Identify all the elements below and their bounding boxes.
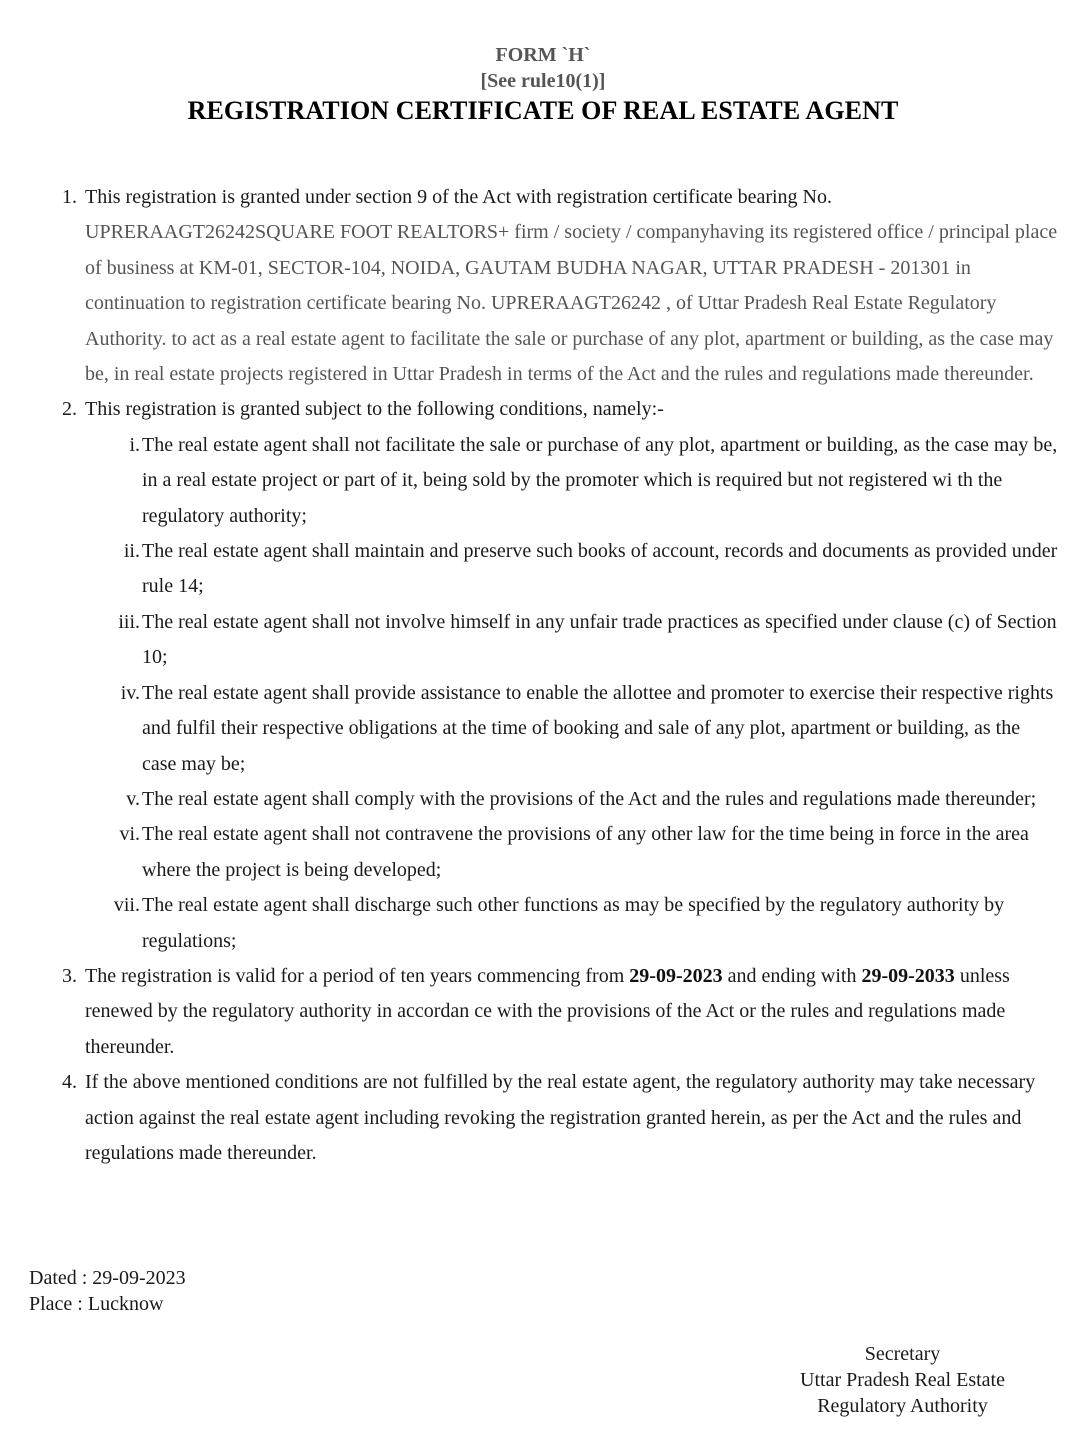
place-line: Place : Lucknow: [29, 1293, 164, 1315]
signatory-title: Secretary: [864, 1343, 941, 1365]
clause-2: [0, 392, 1076, 427]
validity-start-date: 29-09-2023: [629, 964, 723, 987]
clause-4-text: If the above mentioned conditions are not fulfilled by the real estate agent, the regulatory authority may take necessary action against the real estate agent including revoking the registration granted herein, as per the Act and the rules and regulations made thereunder.: [85, 1071, 1036, 1164]
clause-4: [0, 1065, 1076, 1171]
condition-text: The real estate agent shall comply with the provisions of the Act and the rules and regulations made thereunder;: [142, 787, 1037, 810]
clause-3-text-after: unless renewed by the regulatory authority in accordan ce with the provisions of the Act or the rules and regulations made thereunder.: [85, 964, 1010, 1058]
condition-numeral: vii.: [113, 894, 140, 917]
clause-3: [0, 959, 1076, 1065]
condition-numeral: i.: [129, 433, 140, 456]
certificate-clauses: [0, 180, 1076, 1171]
condition-numeral: iv.: [120, 681, 140, 704]
clause-number: 4.: [62, 1071, 77, 1094]
condition-item: [0, 534, 1076, 605]
condition-text: The real estate agent shall not involve himself in any unfair trade practices as specified under clause (c) of Section 10;: [142, 610, 1057, 669]
condition-numeral: vi.: [119, 823, 140, 846]
condition-text: The real estate agent shall discharge such other functions as may be specified by the regulatory authority by regulations;: [142, 894, 1005, 952]
condition-text: The real estate agent shall not facilitate the sale or purchase of any plot, apartment or building, as the case may be, in a real estate project or part of it, being sold by the promoter which is required but not registered wi th the regulatory authority;: [142, 433, 1058, 527]
clause-1-registration-details: UPRERAAGT26242SQUARE FOOT REALTORS+ firm / society / companyhaving its registered office / principal place of business at KM-01, SECTOR-104, NOIDA, GAUTAM BUDHA NAGAR, UTTAR PRADESH - 201301 in continuation to registration certificate bearing No. UPRERAAGT26242 , of Uttar Pradesh Real Estate Regulatory Authority. to act as a real estate agent to facilitate the sale or purchase of any plot, apartment or building, as the case may be, in real estate projects registered in Uttar Pradesh in terms of the Act and the rules and regulations made thereunder.: [85, 221, 1058, 386]
dated-line: Dated : 29-09-2023: [29, 1267, 186, 1289]
clause-2-text: This registration is granted subject to the following conditions, namely:-: [85, 398, 664, 421]
condition-numeral: ii.: [123, 540, 140, 563]
clause-1-lead: This registration is granted under section 9 of the Act with registration certificate bearing No.: [85, 186, 832, 208]
condition-text: The real estate agent shall not contravene the provisions of any other law for the time being in force in the area where the project is being developed;: [142, 823, 1029, 881]
certificate-header: [0, 42, 1076, 128]
clause-1: [0, 180, 1076, 392]
condition-item: [0, 817, 1076, 888]
condition-item: [0, 428, 1076, 534]
signatory-org-line1: Uttar Pradesh Real Estate: [800, 1369, 1005, 1391]
condition-item: [0, 676, 1076, 782]
form-label: FORM `H`: [495, 44, 591, 66]
clause-3-text-before: The registration is valid for a period of ten years commencing from: [85, 964, 630, 987]
clause-3-text-middle: and ending with: [722, 964, 862, 987]
condition-item: [0, 782, 1076, 817]
clause-number: 2.: [62, 398, 77, 421]
validity-end-date: 29-09-2033: [861, 964, 955, 987]
condition-item: [0, 888, 1076, 959]
condition-text: The real estate agent shall provide assistance to enable the allottee and promoter to exercise their respective rights and fulfil their respective obligations at the time of booking and sale of any plot, apartment or building, as the case may be;: [142, 681, 1054, 775]
condition-numeral: v.: [126, 787, 140, 810]
condition-numeral: iii.: [118, 610, 140, 633]
signatory-org-line2: Regulatory Authority: [817, 1395, 988, 1417]
clause-number: 1.: [62, 186, 77, 208]
condition-item: [0, 605, 1076, 676]
certificate-title: REGISTRATION CERTIFICATE OF REAL ESTATE AGENT: [187, 96, 899, 125]
signatory-block: [770, 1341, 1035, 1419]
clause-number: 3.: [62, 964, 77, 987]
date-place-block: [29, 1265, 186, 1317]
condition-text: The real estate agent shall maintain and preserve such books of account, records and documents as provided under rule 14;: [142, 540, 1058, 598]
rule-reference: [See rule10(1)]: [480, 70, 606, 92]
